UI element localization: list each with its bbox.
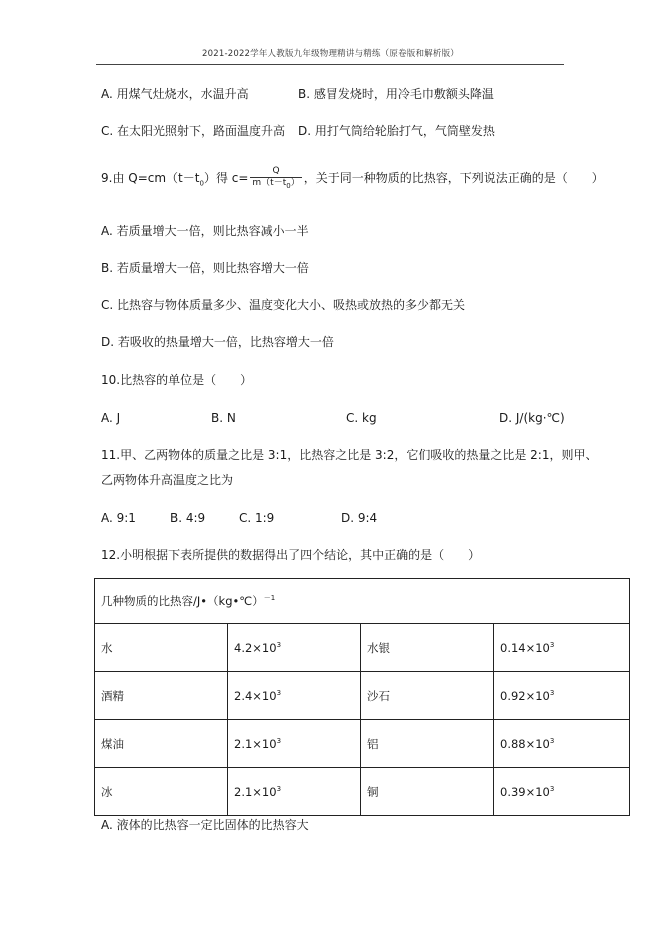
heat-value: $0.39\times 10^3$ <box>494 768 630 816</box>
q8-option-a: A. 用煤气灶烧水，水温升高 <box>101 87 249 101</box>
q9-stem <box>101 165 604 196</box>
q9-option-a: A. 若质量增大一倍，则比热容减小一半 <box>101 224 309 238</box>
substance-name: 铝 <box>361 720 494 768</box>
q9-suffix: ，关于同一种物质的比热容，下列说法正确的是（ ） <box>303 171 604 185</box>
table-row <box>95 624 630 672</box>
q9-sub: 0 <box>199 179 204 188</box>
q9-formula <box>250 166 301 192</box>
q9-mid: ）得 c= <box>203 171 249 185</box>
q11-stem-line2: 乙两物体升高温度之比为 <box>101 473 234 487</box>
q8-option-c: C. 在太阳光照射下，路面温度升高 <box>101 124 286 138</box>
substance-name: 铜 <box>361 768 494 816</box>
table-row <box>95 768 630 816</box>
substance-name: 沙石 <box>361 672 494 720</box>
formula-denominator: $m(t-t_0)$ <box>252 177 300 190</box>
q9-prefix: 9.由 Q=cm（t－t <box>101 171 200 185</box>
table-title: 几种物质的比热容/J•（kg•℃）$^{-1}$ <box>95 579 630 624</box>
substance-name: 煤油 <box>95 720 228 768</box>
q10-option-c: C. kg <box>346 411 377 425</box>
heat-value: $2.1\times 10^3$ <box>228 720 361 768</box>
q11-option-d: D. 9:4 <box>341 511 378 525</box>
table-title-row <box>95 579 630 624</box>
heat-value: $2.1\times 10^3$ <box>228 768 361 816</box>
q9-option-d: D. 若吸收的热量增大一倍，比热容增大一倍 <box>101 335 334 349</box>
substance-name: 酒精 <box>95 672 228 720</box>
q11-option-a: A. 9:1 <box>101 511 136 525</box>
heat-value: $2.4\times 10^3$ <box>228 672 361 720</box>
substance-name: 水 <box>95 624 228 672</box>
q10-stem: 10.比热容的单位是（ ） <box>101 373 253 387</box>
q10-option-b: B. N <box>211 411 236 425</box>
q8-option-b: B. 感冒发烧时，用冷毛巾敷额头降温 <box>298 87 494 101</box>
header-divider <box>96 64 564 65</box>
formula-numerator: Q <box>250 166 301 178</box>
substance-name: 水银 <box>361 624 494 672</box>
heat-value: $0.92\times 10^3$ <box>494 672 630 720</box>
q9-option-b: B. 若质量增大一倍，则比热容增大一倍 <box>101 261 309 275</box>
q11-option-c: C. 1:9 <box>239 511 275 525</box>
q9-option-c: C. 比热容与物体质量多少、温度变化大小、吸热或放热的多少都无关 <box>101 298 466 312</box>
q8-option-d: D. 用打气筒给轮胎打气，气筒壁发热 <box>298 124 495 138</box>
q11-stem-line1: 11.甲、乙两物体的质量之比是 3:1，比热容之比是 3:2，它们吸收的热量之比是 2:1，则甲、 <box>101 448 598 462</box>
heat-value: $4.2\times 10^3$ <box>228 624 361 672</box>
specific-heat-table <box>94 578 630 816</box>
q12-option-a: A. 液体的比热容一定比固体的比热容大 <box>101 818 309 832</box>
page-header: 2021-2022学年人教版九年级物理精讲与精练（原卷版和解析版） <box>202 49 459 59</box>
heat-value: $0.88\times 10^3$ <box>494 720 630 768</box>
table-row <box>95 720 630 768</box>
heat-value: $0.14\times 10^3$ <box>494 624 630 672</box>
table-row <box>95 672 630 720</box>
q10-option-d: D. J/(kg·℃) <box>499 411 565 425</box>
q12-stem: 12.小明根据下表所提供的数据得出了四个结论，其中正确的是（ ） <box>101 548 481 562</box>
q11-option-b: B. 4:9 <box>170 511 206 525</box>
q10-option-a: A. J <box>101 411 121 425</box>
substance-name: 冰 <box>95 768 228 816</box>
